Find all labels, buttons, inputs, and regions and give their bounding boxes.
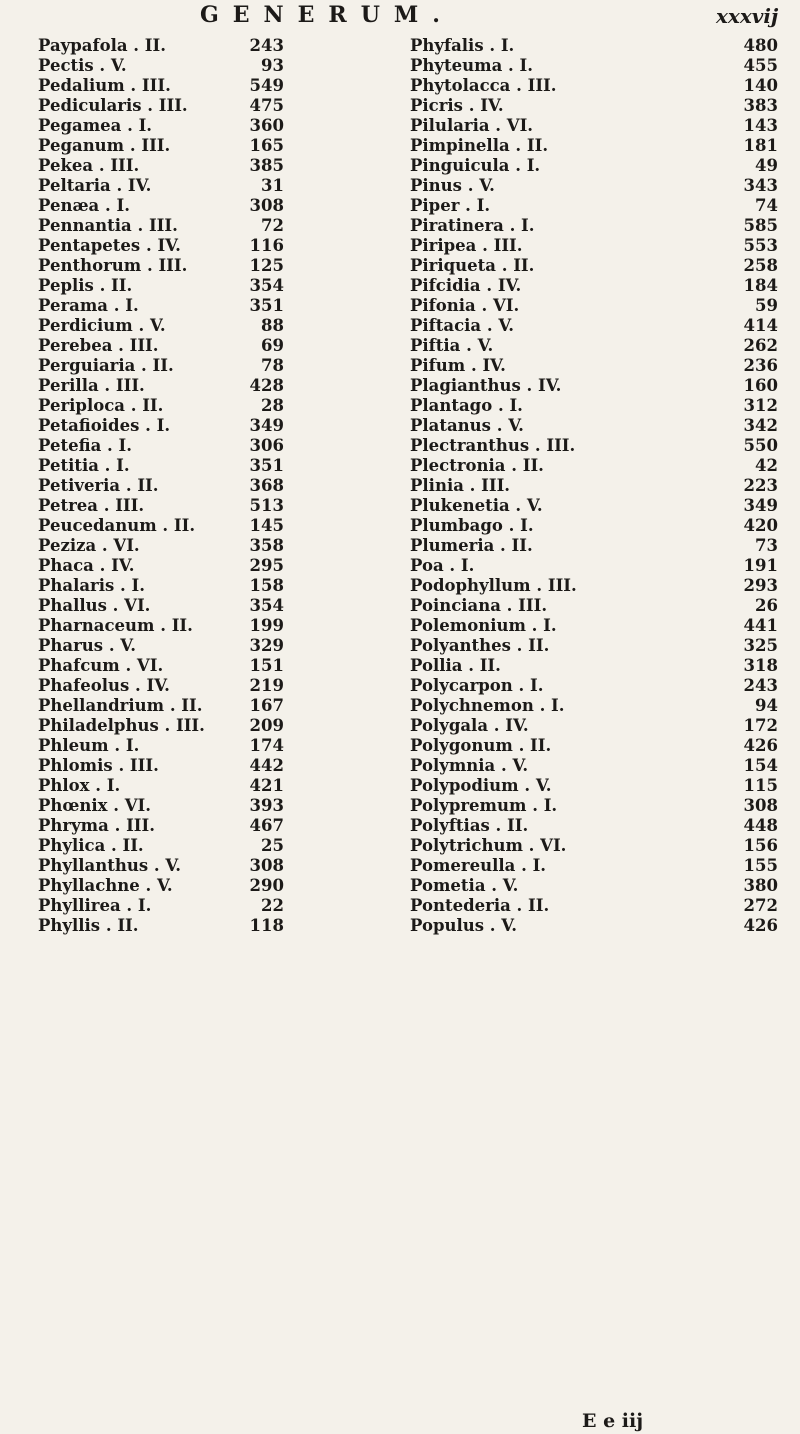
index-entry <box>38 576 398 596</box>
genus-name: Phafcum . VI. <box>38 656 164 675</box>
genus-name: Perebea . III. <box>38 336 159 355</box>
page-reference: 258 <box>743 256 778 275</box>
index-entry <box>38 796 398 816</box>
page-reference: 93 <box>261 56 284 75</box>
index-entry <box>38 716 398 736</box>
page-reference: 28 <box>261 396 284 415</box>
genus-name: Platanus . V. <box>410 416 524 435</box>
page-reference: 209 <box>249 716 284 735</box>
page-reference: 480 <box>743 36 778 55</box>
index-entry <box>410 276 780 296</box>
genus-name: Pollia . II. <box>410 656 501 675</box>
index-entry <box>38 316 398 336</box>
genus-name: Peziza . VI. <box>38 536 140 555</box>
page-reference: 174 <box>249 736 284 755</box>
index-entry <box>38 756 398 776</box>
index-entry <box>38 516 398 536</box>
index-entry <box>38 556 398 576</box>
genus-name: Pilularia . VI. <box>410 116 534 135</box>
page-reference: 223 <box>743 476 778 495</box>
index-entry <box>38 336 398 356</box>
index-entry <box>410 156 780 176</box>
page-reference: 426 <box>743 916 778 935</box>
genus-name: Phleum . I. <box>38 736 140 755</box>
genus-name: Polyanthes . II. <box>410 636 550 655</box>
genus-name: Phalaris . I. <box>38 576 146 595</box>
genus-name: Piratinera . I. <box>410 216 535 235</box>
genus-name: Perguiaria . II. <box>38 356 174 375</box>
page-reference: 156 <box>743 836 778 855</box>
genus-name: Phyllachne . V. <box>38 876 173 895</box>
genus-name: Pekea . III. <box>38 156 140 175</box>
index-entry <box>38 56 398 76</box>
page-header <box>0 0 800 36</box>
index-entry <box>38 856 398 876</box>
genus-name: Petrea . III. <box>38 496 145 515</box>
genus-name: Paypafola . II. <box>38 36 166 55</box>
genus-name: Phafeolus . IV. <box>38 676 170 695</box>
index-entry <box>410 456 780 476</box>
index-entry <box>410 496 780 516</box>
genus-name: Pinus . V. <box>410 176 495 195</box>
genus-name: Penthorum . III. <box>38 256 188 275</box>
index-entry <box>410 616 780 636</box>
index-entry <box>410 836 780 856</box>
genus-name: Philadelphus . III. <box>38 716 205 735</box>
index-entry <box>38 476 398 496</box>
page-reference: 160 <box>743 376 778 395</box>
genus-name: Populus . V. <box>410 916 517 935</box>
index-entry <box>38 236 398 256</box>
genus-name: Piftacia . V. <box>410 316 514 335</box>
index-entry <box>410 736 780 756</box>
page-reference: 351 <box>249 456 284 475</box>
genus-name: Petiveria . II. <box>38 476 159 495</box>
page-reference: 342 <box>743 416 778 435</box>
index-entry <box>38 276 398 296</box>
genus-name: Polytrichum . VI. <box>410 836 567 855</box>
page-reference: 550 <box>743 436 778 455</box>
page-reference: 448 <box>743 816 778 835</box>
genus-name: Polyftias . II. <box>410 816 529 835</box>
genus-name: Pifonia . VI. <box>410 296 520 315</box>
index-entry <box>410 176 780 196</box>
page-number: xxxvij <box>716 4 779 28</box>
index-entry <box>38 36 398 56</box>
index-entry <box>410 196 780 216</box>
genus-name: Poinciana . III. <box>410 596 548 615</box>
genus-name: Phryma . III. <box>38 816 155 835</box>
page-reference: 184 <box>743 276 778 295</box>
page-reference: 428 <box>249 376 284 395</box>
index-entry <box>38 536 398 556</box>
index-entry <box>38 176 398 196</box>
index-entry <box>410 856 780 876</box>
page-reference: 308 <box>249 196 284 215</box>
index-entry <box>410 376 780 396</box>
genus-name: Peplis . II. <box>38 276 133 295</box>
page-reference: 151 <box>249 656 284 675</box>
page-reference: 140 <box>743 76 778 95</box>
genus-name: Poa . I. <box>410 556 475 575</box>
page-reference: 243 <box>249 36 284 55</box>
page-reference: 116 <box>249 236 284 255</box>
page-reference: 272 <box>743 896 778 915</box>
genus-name: Phyteuma . I. <box>410 56 533 75</box>
index-entry <box>410 596 780 616</box>
index-entry <box>410 136 780 156</box>
page-reference: 172 <box>743 716 778 735</box>
genus-name: Peganum . III. <box>38 136 171 155</box>
page-reference: 154 <box>743 756 778 775</box>
page-reference: 354 <box>249 596 284 615</box>
page-reference: 145 <box>249 516 284 535</box>
index-entry <box>38 676 398 696</box>
index-entry <box>38 656 398 676</box>
page-reference: 158 <box>249 576 284 595</box>
index-entry <box>410 876 780 896</box>
index-entry <box>410 776 780 796</box>
index-entry <box>410 756 780 776</box>
page-reference: 306 <box>249 436 284 455</box>
index-entry <box>38 436 398 456</box>
page-reference: 467 <box>249 816 284 835</box>
index-entry <box>410 896 780 916</box>
genus-name: Plagianthus . IV. <box>410 376 562 395</box>
index-entry <box>38 736 398 756</box>
genus-name: Polycarpon . I. <box>410 676 544 695</box>
index-entry <box>410 336 780 356</box>
genus-name: Pimpinella . II. <box>410 136 549 155</box>
page-reference: 69 <box>261 336 284 355</box>
genus-name: Periploca . II. <box>38 396 164 415</box>
page-reference: 368 <box>249 476 284 495</box>
genus-name: Pifum . IV. <box>410 356 506 375</box>
index-entry <box>410 576 780 596</box>
genus-name: Phellandrium . II. <box>38 696 203 715</box>
index-entry <box>410 476 780 496</box>
index-entry <box>38 696 398 716</box>
index-entry <box>410 396 780 416</box>
genus-name: Phlox . I. <box>38 776 121 795</box>
page-reference: 49 <box>755 156 778 175</box>
index-entry <box>38 876 398 896</box>
index-entry <box>410 796 780 816</box>
genus-name: Pegamea . I. <box>38 116 153 135</box>
genus-name: Pentapetes . IV. <box>38 236 181 255</box>
page-reference: 125 <box>249 256 284 275</box>
genus-name: Polygala . IV. <box>410 716 529 735</box>
genus-name: Polypremum . I. <box>410 796 558 815</box>
genus-name: Phyllis . II. <box>38 916 139 935</box>
index-entry <box>410 356 780 376</box>
genus-name: Pinguicula . I. <box>410 156 541 175</box>
page-reference: 25 <box>261 836 284 855</box>
genus-name: Phœnix . VI. <box>38 796 151 815</box>
page-reference: 421 <box>249 776 284 795</box>
index-entry <box>38 916 398 936</box>
index-entry <box>38 416 398 436</box>
genus-name: Petafioides . I. <box>38 416 171 435</box>
page-reference: 420 <box>743 516 778 535</box>
genus-name: Plectronia . II. <box>410 456 544 475</box>
page-reference: 325 <box>743 636 778 655</box>
page-reference: 414 <box>743 316 778 335</box>
index-entry <box>410 36 780 56</box>
genus-name: Polypodium . V. <box>410 776 552 795</box>
page-reference: 243 <box>743 676 778 695</box>
index-entry <box>410 256 780 276</box>
page-reference: 191 <box>743 556 778 575</box>
index-entry <box>410 816 780 836</box>
index-entry <box>38 376 398 396</box>
genus-name: Plantago . I. <box>410 396 523 415</box>
genus-name: Pedicularis . III. <box>38 96 188 115</box>
page-reference: 351 <box>249 296 284 315</box>
page-reference: 118 <box>249 916 284 935</box>
page-reference: 349 <box>743 496 778 515</box>
genus-name: Polygonum . II. <box>410 736 552 755</box>
index-column-right <box>410 36 780 936</box>
index-entry <box>410 296 780 316</box>
page-reference: 74 <box>755 196 778 215</box>
index-column-left <box>38 36 398 936</box>
index-entry <box>410 656 780 676</box>
index-entry <box>38 496 398 516</box>
index-entry <box>410 696 780 716</box>
genus-name: Phyllanthus . V. <box>38 856 182 875</box>
page-reference: 155 <box>743 856 778 875</box>
genus-name: Peucedanum . II. <box>38 516 196 535</box>
page-reference: 380 <box>743 876 778 895</box>
page-reference: 31 <box>261 176 284 195</box>
page-reference: 262 <box>743 336 778 355</box>
page-reference: 73 <box>755 536 778 555</box>
index-entry <box>410 96 780 116</box>
page-reference: 236 <box>743 356 778 375</box>
page-reference: 219 <box>249 676 284 695</box>
page-reference: 441 <box>743 616 778 635</box>
genus-name: Pontederia . II. <box>410 896 550 915</box>
genus-name: Piripea . III. <box>410 236 523 255</box>
genus-name: Petitia . I. <box>38 456 130 475</box>
page-reference: 312 <box>743 396 778 415</box>
index-entry <box>38 456 398 476</box>
genus-name: Petefia . I. <box>38 436 132 455</box>
genus-name: Piftia . V. <box>410 336 494 355</box>
genus-name: Polychnemon . I. <box>410 696 565 715</box>
page-reference: 293 <box>743 576 778 595</box>
page-reference: 72 <box>261 216 284 235</box>
index-entry <box>38 356 398 376</box>
genus-name: Polemonium . I. <box>410 616 557 635</box>
page-reference: 360 <box>249 116 284 135</box>
index-entry <box>410 636 780 656</box>
genus-name: Polymnia . V. <box>410 756 529 775</box>
genus-name: Perilla . III. <box>38 376 145 395</box>
index-entry <box>410 76 780 96</box>
page-reference: 59 <box>755 296 778 315</box>
index-entry <box>410 716 780 736</box>
genus-name: Picris . IV. <box>410 96 504 115</box>
index-entry <box>410 556 780 576</box>
page-reference: 143 <box>743 116 778 135</box>
genus-name: Podophyllum . III. <box>410 576 577 595</box>
index-entry <box>38 196 398 216</box>
genus-name: Phaca . IV. <box>38 556 135 575</box>
genus-name: Pectis . V. <box>38 56 127 75</box>
page-reference: 475 <box>249 96 284 115</box>
index-entry <box>410 676 780 696</box>
genus-name: Plinia . III. <box>410 476 511 495</box>
genus-name: Piper . I. <box>410 196 491 215</box>
page-reference: 308 <box>249 856 284 875</box>
genus-name: Phylica . II. <box>38 836 144 855</box>
page-reference: 358 <box>249 536 284 555</box>
genus-name: Pharnaceum . II. <box>38 616 193 635</box>
genus-name: Phyllirea . I. <box>38 896 152 915</box>
genus-name: Pomereulla . I. <box>410 856 547 875</box>
index-entry <box>38 396 398 416</box>
page-reference: 513 <box>249 496 284 515</box>
genus-name: Pharus . V. <box>38 636 136 655</box>
genus-name: Peltaria . IV. <box>38 176 152 195</box>
page-reference: 329 <box>249 636 284 655</box>
genus-name: Pennantia . III. <box>38 216 178 235</box>
genus-name: Phytolacca . III. <box>410 76 557 95</box>
genus-name: Piriqueta . II. <box>410 256 535 275</box>
genus-name: Phyfalis . I. <box>410 36 515 55</box>
page-reference: 295 <box>249 556 284 575</box>
genus-name: Plumeria . II. <box>410 536 533 555</box>
genus-name: Phlomis . III. <box>38 756 159 775</box>
page-reference: 549 <box>249 76 284 95</box>
page-reference: 426 <box>743 736 778 755</box>
page-reference: 385 <box>249 156 284 175</box>
page-reference: 553 <box>743 236 778 255</box>
page-reference: 343 <box>743 176 778 195</box>
index-entry <box>410 216 780 236</box>
page-reference: 115 <box>743 776 778 795</box>
index-entry <box>38 836 398 856</box>
index-entry <box>38 156 398 176</box>
index-entry <box>410 316 780 336</box>
running-title: GENERUM. <box>200 2 454 28</box>
index-entry <box>38 816 398 836</box>
page-reference: 585 <box>743 216 778 235</box>
page-reference: 42 <box>755 456 778 475</box>
genus-name: Pifcidia . IV. <box>410 276 522 295</box>
index-entry <box>410 236 780 256</box>
index-entry <box>38 116 398 136</box>
index-entry <box>38 136 398 156</box>
page-reference: 349 <box>249 416 284 435</box>
page-reference: 442 <box>249 756 284 775</box>
page-reference: 455 <box>743 56 778 75</box>
page-reference: 318 <box>743 656 778 675</box>
page-reference: 26 <box>755 596 778 615</box>
index-entry <box>410 536 780 556</box>
index-entry <box>410 916 780 936</box>
index-entry <box>38 776 398 796</box>
index-entry <box>410 436 780 456</box>
page-reference: 393 <box>249 796 284 815</box>
page-reference: 165 <box>249 136 284 155</box>
page-reference: 88 <box>261 316 284 335</box>
page-reference: 181 <box>743 136 778 155</box>
index-entry <box>410 116 780 136</box>
page-reference: 22 <box>261 896 284 915</box>
genus-name: Perama . I. <box>38 296 139 315</box>
genus-name: Penæa . I. <box>38 196 130 215</box>
page-reference: 354 <box>249 276 284 295</box>
page-reference: 167 <box>249 696 284 715</box>
index-entry <box>410 516 780 536</box>
genus-name: Perdicium . V. <box>38 316 166 335</box>
index-entry <box>38 296 398 316</box>
genus-name: Plumbago . I. <box>410 516 534 535</box>
page-reference: 94 <box>755 696 778 715</box>
genus-name: Plectranthus . III. <box>410 436 576 455</box>
index-entry <box>38 216 398 236</box>
page-reference: 199 <box>249 616 284 635</box>
page-reference: 383 <box>743 96 778 115</box>
index-entry <box>38 76 398 96</box>
signature-mark: E e iij <box>582 1410 644 1432</box>
index-entry <box>38 636 398 656</box>
index-entry <box>38 96 398 116</box>
index-entry <box>410 56 780 76</box>
page-reference: 290 <box>249 876 284 895</box>
index-entry <box>38 896 398 916</box>
index-entry <box>38 616 398 636</box>
index-entry <box>410 416 780 436</box>
genus-name: Phallus . VI. <box>38 596 151 615</box>
index-entry <box>38 256 398 276</box>
page-reference: 308 <box>743 796 778 815</box>
genus-name: Pedalium . III. <box>38 76 171 95</box>
genus-name: Pometia . V. <box>410 876 519 895</box>
index-entry <box>38 596 398 616</box>
page-reference: 78 <box>261 356 284 375</box>
genus-name: Plukenetia . V. <box>410 496 543 515</box>
